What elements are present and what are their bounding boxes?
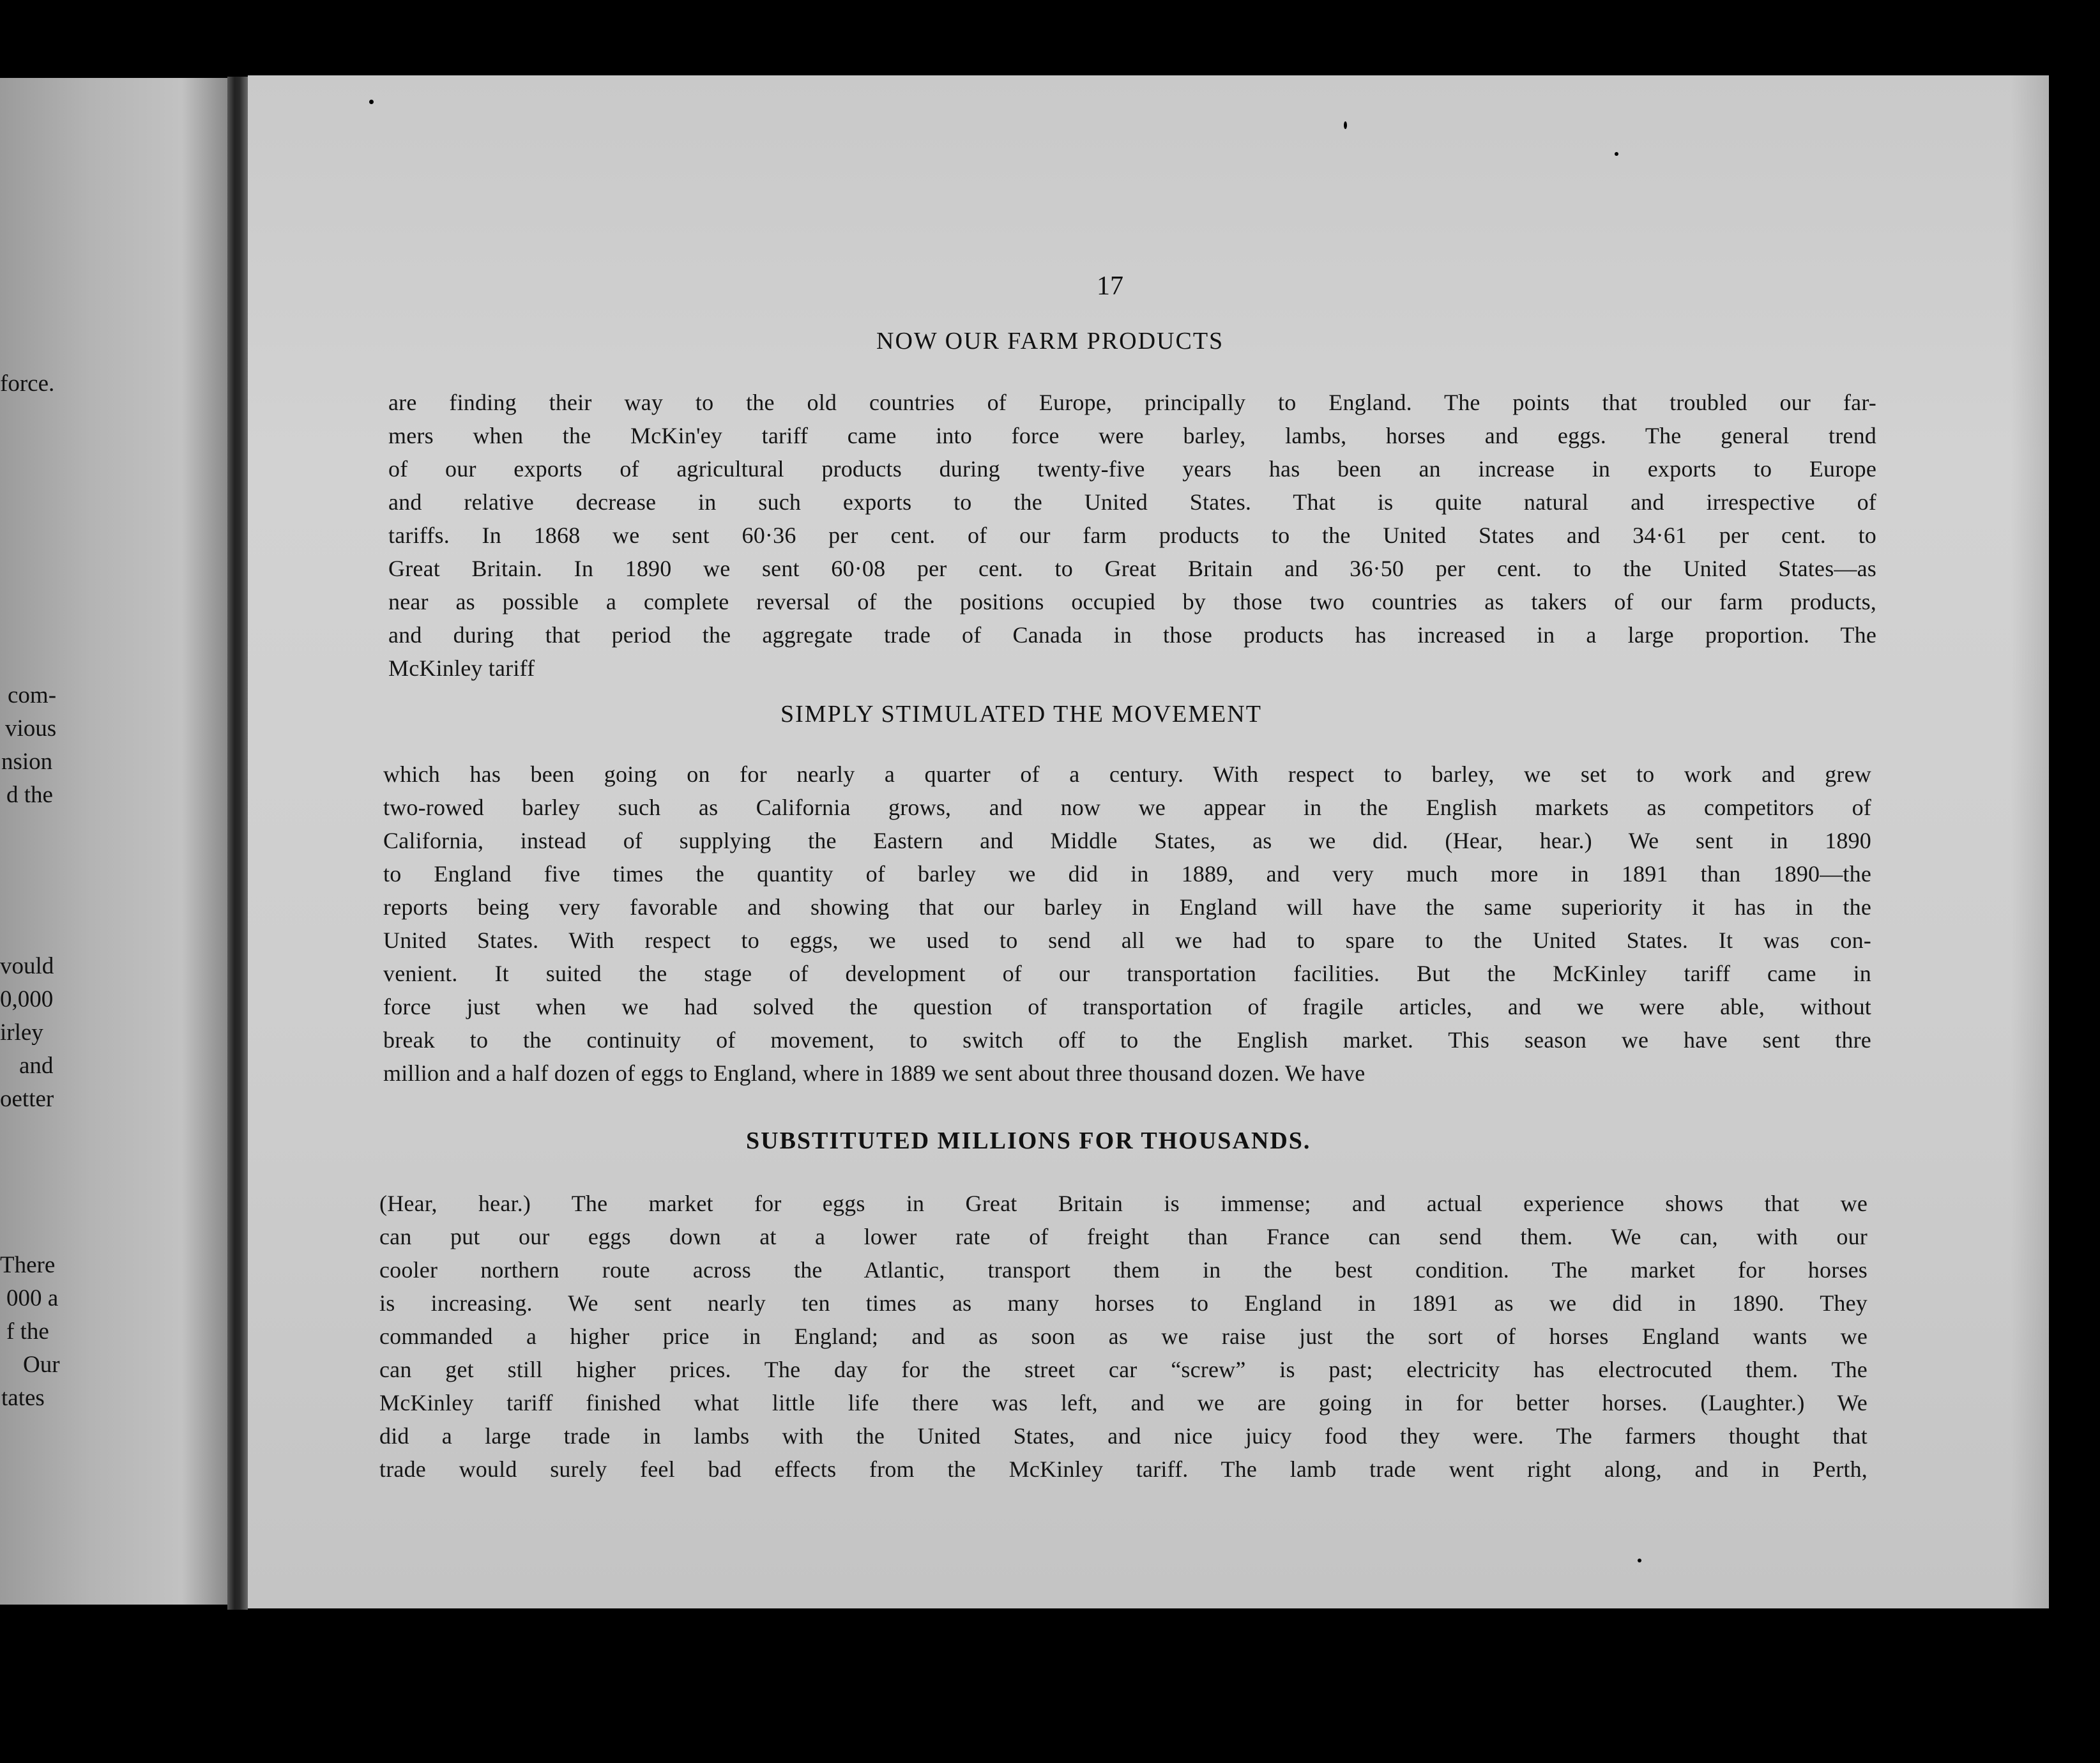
text-line: did a large trade in lambs with the United States, and nice juicy food they were. The farmers thought that	[379, 1423, 1868, 1449]
paragraph	[388, 386, 1876, 685]
text-line: trade would surely feel bad effects from the McKinley tariff. The lamb trade went right along, and in Perth,	[379, 1456, 1868, 1482]
text-line: which has been going on for nearly a quarter of a century. With respect to barley, we set to work and grew	[383, 761, 1871, 787]
main-page	[248, 75, 2049, 1608]
text-line: venient. It suited the stage of development of our transportation facilities. But the McKinley tariff came in	[383, 961, 1871, 986]
text-line: United States. With respect to eggs, we used to send all we had to spare to the United States. It was con-	[383, 927, 1871, 953]
scan-speck	[1615, 152, 1618, 156]
text-line: (Hear, hear.) The market for eggs in Great Britain is immense; and actual experience shows that we	[379, 1191, 1868, 1216]
left-page-fragment	[0, 78, 227, 1605]
page-edge-shadow	[2011, 75, 2049, 1608]
left-fragment-line: d the	[6, 782, 53, 808]
text-line: is increasing. We sent nearly ten times as many horses to England in 1891 as we did in 1890. They	[379, 1290, 1868, 1316]
text-line: million and a half dozen of eggs to England, where in 1889 we sent about three thousand dozen. We have	[383, 1060, 1366, 1086]
section-heading: SIMPLY STIMULATED THE MOVEMENT	[780, 701, 1262, 728]
left-fragment-line: 0,000	[0, 986, 54, 1012]
text-line: are finding their way to the old countries of Europe, principally to England. The points that troubled our far-	[388, 390, 1876, 415]
scan-speck	[1344, 121, 1347, 129]
text-line: commanded a higher price in England; and as soon as we raise just the sort of horses England wants we	[379, 1324, 1868, 1349]
page-number: 17	[1097, 271, 1123, 301]
left-fragment-line: irley	[0, 1019, 43, 1046]
text-line: McKinley tariff	[388, 655, 535, 681]
book-gutter	[227, 77, 248, 1610]
paragraph	[383, 758, 1871, 1090]
left-fragment-line: and	[19, 1053, 54, 1079]
left-fragment-line: 000 a	[6, 1285, 59, 1311]
section-heading: SUBSTITUTED MILLIONS FOR THOUSANDS.	[746, 1127, 1311, 1154]
left-fragment-line: force.	[0, 370, 55, 397]
text-line: force just when we had solved the question of transportation of fragile articles, and we were able, without	[383, 994, 1871, 1019]
scan-speck	[1638, 1559, 1641, 1562]
left-fragment-line: Our	[23, 1352, 60, 1378]
paragraph	[379, 1187, 1868, 1486]
left-fragment-line: tates	[1, 1385, 45, 1411]
text-line: and relative decrease in such exports to the United States. That is quite natural and irrespective of	[388, 489, 1876, 515]
left-fragment-line: oetter	[0, 1086, 54, 1112]
left-fragment-line: com-	[8, 682, 57, 708]
text-line: California, instead of supplying the Eastern and Middle States, as we did. (Hear, hear.) We sent in 1890	[383, 828, 1871, 853]
text-line: break to the continuity of movement, to switch off to the English market. This season we have sent thre	[383, 1027, 1871, 1053]
text-line: of our exports of agricultural products during twenty-five years has been an increase in exports to Europe	[388, 456, 1876, 482]
left-fragment-line: vould	[0, 953, 54, 979]
text-line: reports being very favorable and showing that our barley in England will have the same superiority it has in the	[383, 894, 1871, 920]
left-fragment-line: f the	[6, 1318, 49, 1345]
section-heading: NOW OUR FARM PRODUCTS	[876, 328, 1224, 355]
text-line: and during that period the aggregate trade of Canada in those products has increased in a large proportion. The	[388, 622, 1876, 648]
text-line: cooler northern route across the Atlantic, transport them in the best condition. The market for horses	[379, 1257, 1868, 1283]
text-line: to England five times the quantity of barley we did in 1889, and very much more in 1891 than 1890—the	[383, 861, 1871, 887]
text-line: mers when the McKin'ey tariff came into force were barley, lambs, horses and eggs. The general trend	[388, 423, 1876, 448]
left-fragment-line: vious	[5, 715, 57, 742]
text-line: Great Britain. In 1890 we sent 60·08 per cent. to Great Britain and 36·50 per cent. to the United States—as	[388, 556, 1876, 581]
left-fragment-line: nsion	[1, 749, 53, 775]
left-fragment-line: There	[0, 1252, 56, 1278]
text-line: can put our eggs down at a lower rate of freight than France can send them. We can, with our	[379, 1224, 1868, 1249]
text-line: can get still higher prices. The day for the street car “screw” is past; electricity has electrocuted them. The	[379, 1357, 1868, 1382]
text-line: near as possible a complete reversal of the positions occupied by those two countries as takers of our farm products,	[388, 589, 1876, 614]
text-line: McKinley tariff finished what little life there was left, and we are going in for better horses. (Laughter.) We	[379, 1390, 1868, 1416]
text-line: tariffs. In 1868 we sent 60·36 per cent. of our farm products to the United States and 34·61 per cent. to	[388, 523, 1876, 548]
scan-speck	[369, 100, 374, 104]
text-line: two-rowed barley such as California grows, and now we appear in the English markets as competitors of	[383, 795, 1871, 820]
